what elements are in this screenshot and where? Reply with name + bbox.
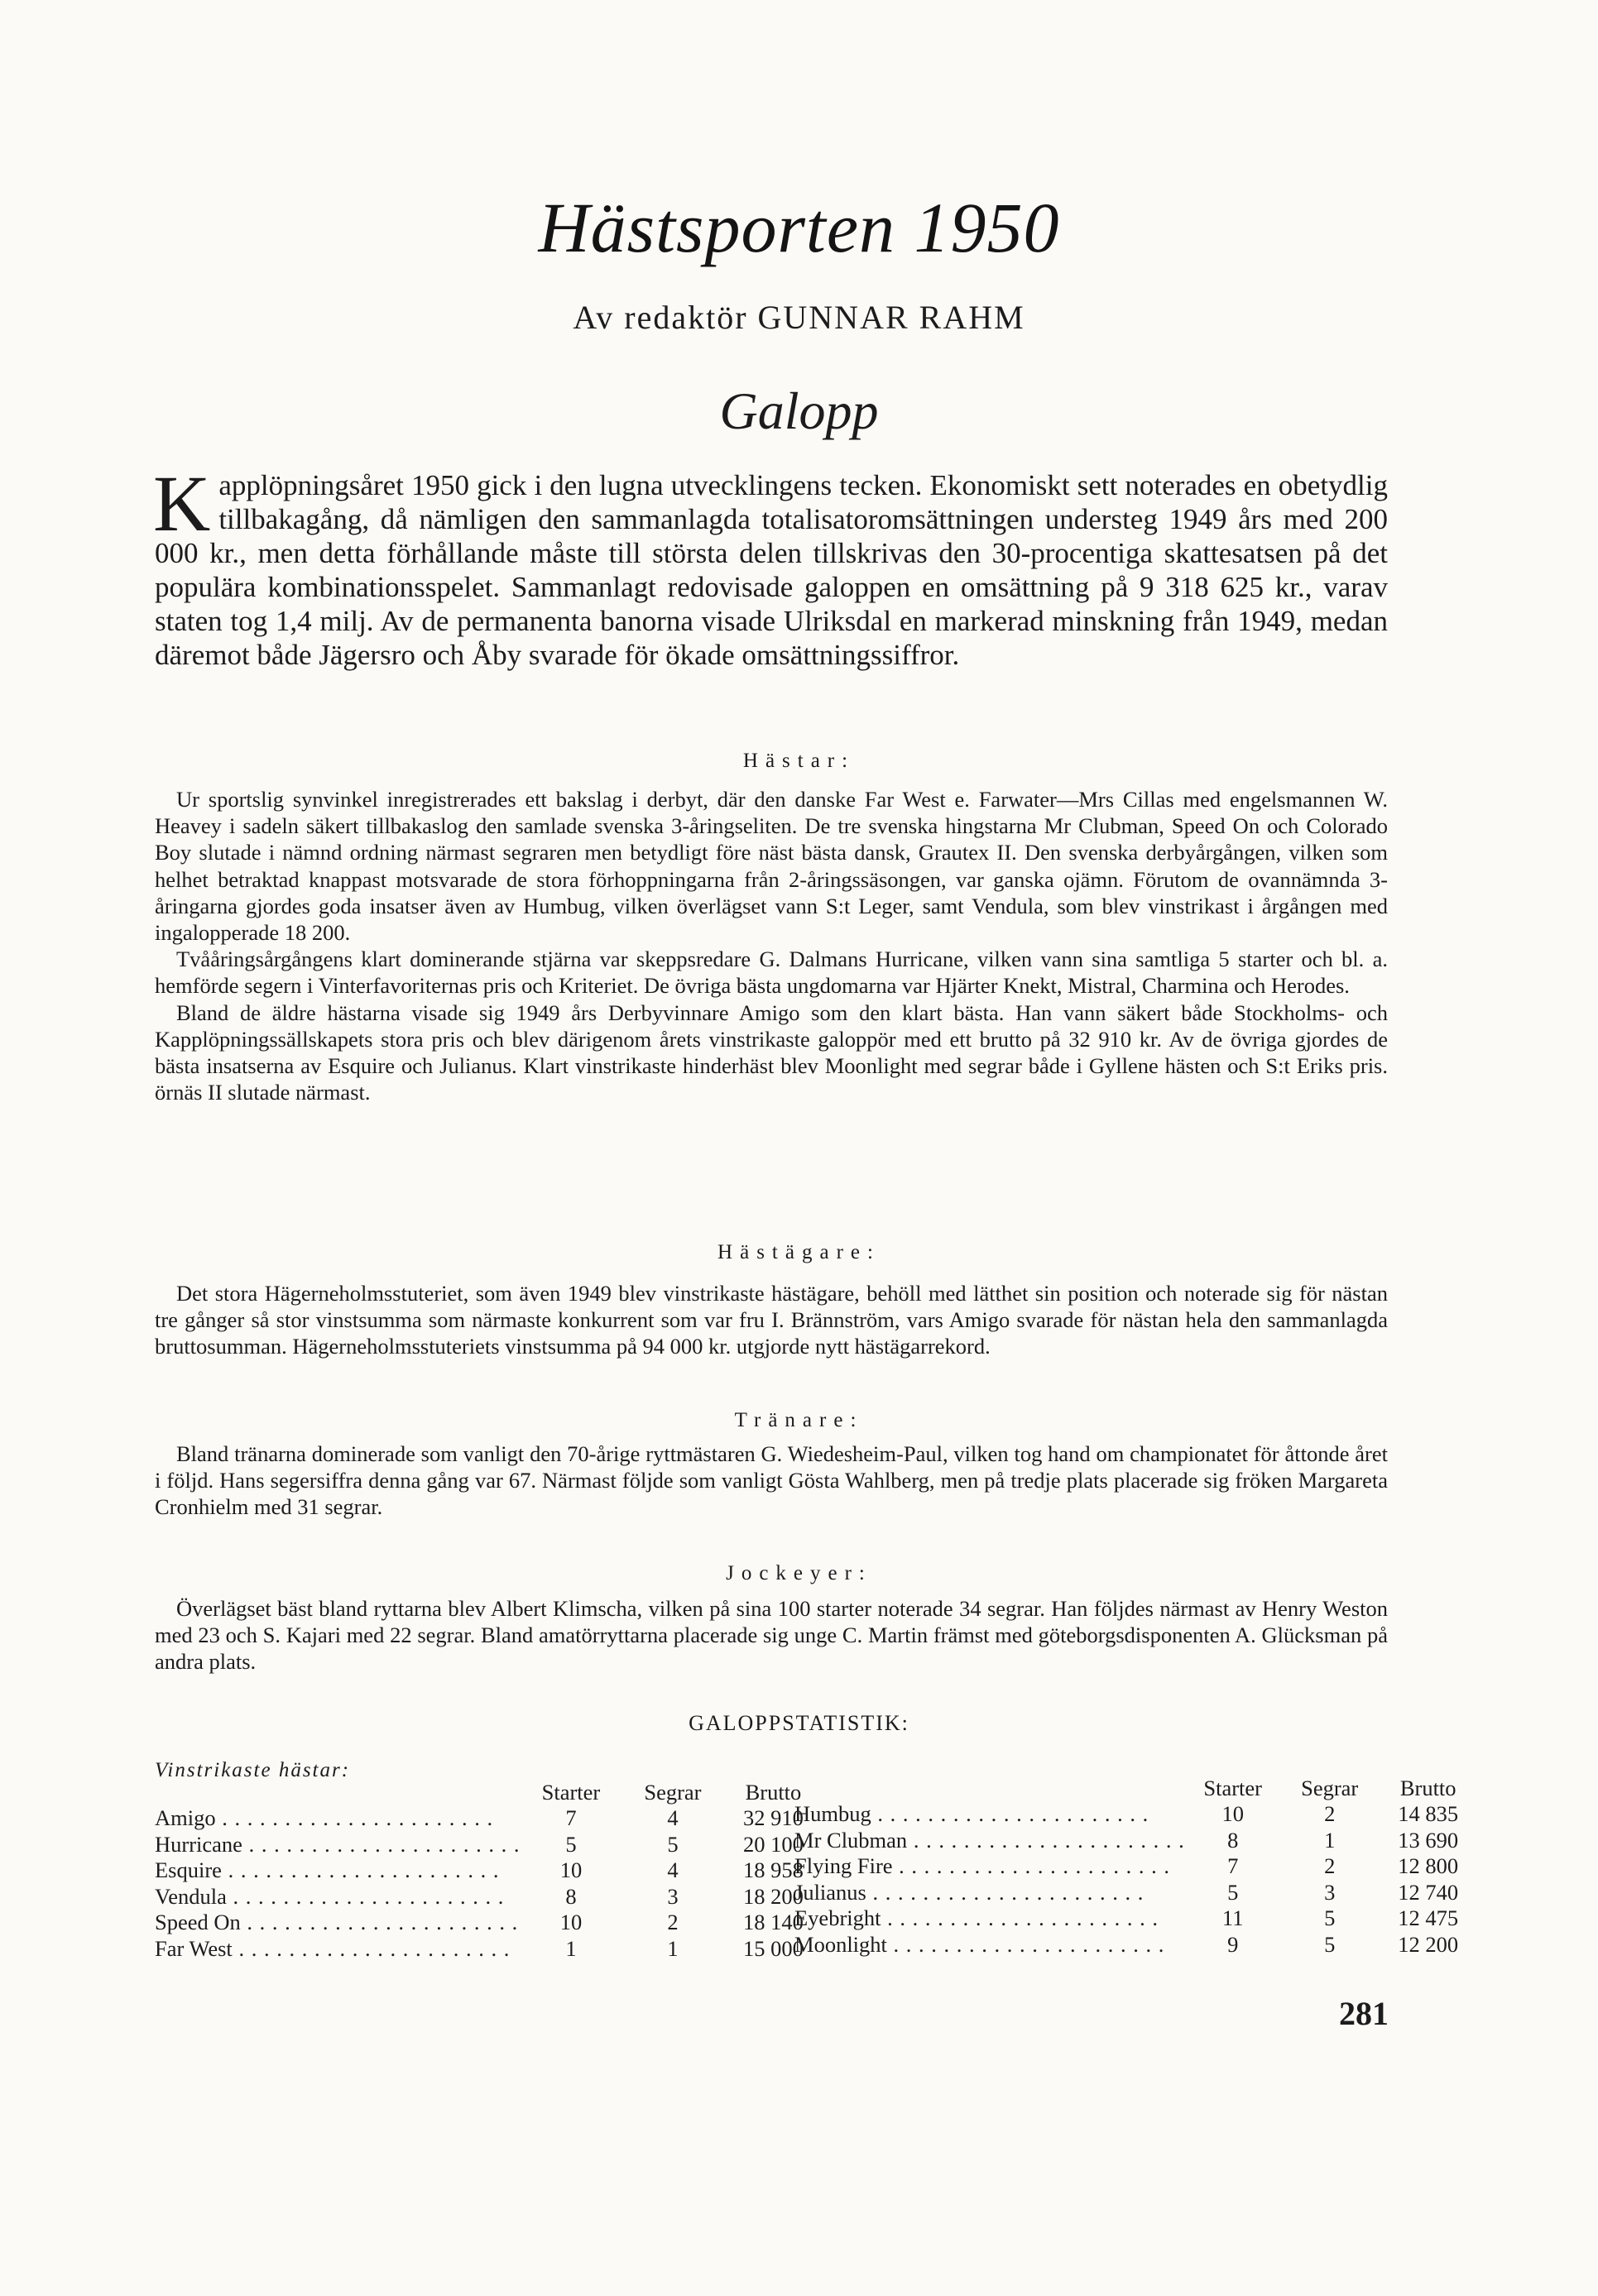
heading-hastagare: Hästägare: (717, 1241, 881, 1263)
paragraph: Det stora Hägerneholmsstuteriet, som även 1949 blev vinstrikaste hästägare, behöll med lätthet sin position och noterade sig för nästan tre gånger så stor vinstsumma som närmaste konkurrent som var fru I. Brännström, vars Amigo svarade för nästan hela den sammanlagda bruttosumman. Hägerneholmsstuteriets vinstsumma på 94 000 kr. utgjorde nytt hästägarrekord. (155, 1281, 1388, 1359)
table-row (155, 1832, 823, 1858)
page-title: Hästsporten 1950 (538, 188, 1060, 267)
segrar-cell: 4 (667, 1857, 679, 1883)
horse-name: Esquire . . . (155, 1857, 520, 1884)
horse-name: Vendula . . . (155, 1884, 520, 1910)
paragraph: Bland tränarna dominerade som vanligt den 70-årige ryttmästaren G. Wiedesheim-Paul, vilken tog hand om championatet för åttonde året i följd. Hans segersiffra denna gång var 67. Närmast följde som vanligt Gösta Wahlberg, men på tredje plats placerade sig fröken Margareta Cronhielm med 31 segrar. (155, 1441, 1388, 1520)
heading-hastar: Hästar: (742, 750, 856, 772)
brutto-cell: 18 958 (743, 1857, 804, 1883)
segrar-cell: 4 (667, 1805, 679, 1831)
column-header-brutto: Brutto (745, 1779, 802, 1805)
table-row (794, 1853, 1478, 1880)
starter-cell: 10 (559, 1910, 583, 1935)
table-row (794, 1932, 1478, 1958)
segrar-cell: 1 (1324, 1827, 1336, 1853)
segrar-cell: 2 (1324, 1853, 1336, 1879)
brutto-cell: 12 740 (1398, 1879, 1459, 1905)
statistics-title: GALOPPSTATISTIK: (689, 1711, 909, 1735)
starter-cell: 8 (1227, 1827, 1239, 1853)
statistics-subtitle: Vinstrikaste hästar: (155, 1759, 351, 1781)
table-row (794, 1801, 1478, 1828)
drop-cap: K (153, 459, 211, 548)
horse-name: Moonlight . . . (794, 1932, 1185, 1958)
brutto-cell: 15 000 (743, 1935, 804, 1961)
table-row (155, 1936, 823, 1963)
table-row (155, 1884, 823, 1910)
horse-name: Mr Clubman . . . (794, 1828, 1185, 1854)
horse-name: Julianus . . . (794, 1880, 1185, 1906)
heading-tranare: Tränare: (734, 1409, 864, 1431)
heading-jockeyer: Jockeyer: (726, 1562, 872, 1584)
brutto-cell: 12 475 (1398, 1905, 1459, 1931)
section-title: Galopp (719, 381, 879, 440)
horse-name: Humbug . . . (794, 1801, 1185, 1828)
paragraph: Överlägset bäst bland ryttarna blev Albert Klimscha, vilken på sina 100 starter noterade 34 segrar. Han följdes närmast av Henry Weston med 23 och S. Kajari med 22 segrar. Bland amatörryttarna placerade sig unge C. Martin främst med göteborgsdisponenten A. Glücksman på andra plats. (155, 1596, 1388, 1675)
segrar-cell: 1 (667, 1935, 679, 1961)
table-row (794, 1905, 1478, 1932)
brutto-cell: 20 100 (743, 1831, 804, 1857)
column-header-starter: Starter (541, 1779, 601, 1805)
byline: Av redaktör GUNNAR RAHM (573, 299, 1025, 336)
section-tranare (155, 1440, 1388, 1521)
brutto-cell: 32 910 (743, 1805, 804, 1831)
brutto-cell: 12 800 (1398, 1853, 1459, 1879)
table-row (794, 1880, 1478, 1906)
section-hastar (155, 786, 1388, 1105)
table-row (794, 1828, 1478, 1854)
brutto-cell: 13 690 (1398, 1827, 1459, 1853)
section-hastagare (155, 1280, 1388, 1360)
brutto-cell: 14 835 (1398, 1801, 1459, 1827)
column-header-name (794, 1775, 1185, 1801)
paragraph: Ur sportslig synvinkel inregistrerades ett bakslag i derbyt, där den danske Far West e. Farwater—Mrs Cillas med engelsmannen W. Heavey i sadeln säkert tillbakaslog den samlade svenska 3-åringseliten. De tre svenska hingstarna Mr Clubman, Speed On och Colorado Boy slutade i nämnd ordning närmast segraren men betydligt före näst bästa dansk, Grautex II. Den svenska derbyårgången, vilken som helhet betraktad knappast motsvarade de stora förhoppningarna från 2-åringssäsongen, var ganska ojämn. Förutom de ovannämnda 3-åringarna gjordes goda insatser även av Humbug, vilken överlägset vann S:t Leger, samt Vendula, som blev vinstrikast i årgången med ingalopperade 18 200. (155, 787, 1388, 946)
starter-cell: 8 (565, 1883, 577, 1909)
column-header-name (155, 1779, 520, 1805)
stats-table-left (155, 1779, 823, 1962)
horse-name: Amigo . . . (155, 1805, 520, 1832)
intro-paragraph (153, 459, 1388, 672)
starter-cell: 7 (1227, 1853, 1239, 1879)
table-row (155, 1857, 823, 1884)
segrar-cell: 5 (667, 1831, 679, 1857)
column-header-segrar: Segrar (644, 1779, 702, 1805)
horse-name: Speed On . . . (155, 1910, 520, 1936)
segrar-cell: 2 (1324, 1801, 1336, 1827)
starter-cell: 10 (1221, 1801, 1244, 1827)
horse-name: Eyebright . . . (794, 1905, 1185, 1932)
brutto-cell: 18 200 (743, 1883, 804, 1909)
segrar-cell: 5 (1324, 1905, 1336, 1931)
table-row (155, 1805, 823, 1832)
column-header-starter: Starter (1203, 1775, 1262, 1800)
brutto-cell: 18 140 (743, 1910, 804, 1935)
column-header-segrar: Segrar (1301, 1775, 1359, 1800)
starter-cell: 7 (565, 1805, 577, 1831)
horse-name: Flying Fire . . . (794, 1853, 1185, 1880)
stats-table-right (794, 1775, 1478, 1958)
starter-cell: 1 (565, 1935, 577, 1961)
paragraph: Bland de äldre hästarna visade sig 1949 års Derbyvinnare Amigo som den klart bästa. Han vann säkert både Stockholms- och Kapplöpningssällskapets stora pris och blev därigenom årets vinstrikaste galoppör med ett brutto på 32 910 kr. Av de övriga gjordes de bästa insatserna av Esquire och Julianus. Klart vinstrikaste hinderhäst blev Moonlight med segrar både i Gyllene hästen och S:t Eriks pris. örnäs II slutade närmast. (155, 999, 1388, 1105)
horse-name: Hurricane . . . (155, 1832, 520, 1858)
starter-cell: 5 (565, 1831, 577, 1857)
starter-cell: 10 (559, 1857, 583, 1883)
page-number: 281 (1339, 1995, 1389, 2032)
starter-cell: 11 (1221, 1905, 1244, 1931)
segrar-cell: 2 (667, 1910, 679, 1935)
column-header-brutto: Brutto (1399, 1775, 1456, 1800)
paragraph: Tvååringsårgångens klart dominerande stjärna var skeppsredare G. Dalmans Hurricane, vilken vann sina samtliga 5 starter och bl. a. hemförde segern i Vinterfavoriternas pris och Kriteriet. De övriga bästa ungdomarna var Hjärter Knekt, Mistral, Charmina och Herodes. (155, 947, 1388, 999)
brutto-cell: 12 200 (1398, 1931, 1459, 1957)
horse-name: Far West . . . (155, 1936, 520, 1963)
starter-cell: 9 (1227, 1931, 1239, 1957)
starter-cell: 5 (1227, 1879, 1239, 1905)
section-jockeyer (155, 1595, 1388, 1675)
segrar-cell: 3 (667, 1883, 679, 1909)
segrar-cell: 5 (1324, 1931, 1336, 1957)
intro-text: applöpningsåret 1950 gick i den lugna utvecklingens tecken. Ekonomiskt sett noterades en obetydlig tillbakagång, då nämligen den sammanlagda totalisatoromsättningen understeg 1949 års med 200 000 kr., men detta förhållande måste till största delen tillskrivas den 30-procentiga skattesatsen på det populära kombinationsspelet. Sammanlagt redovisade galoppen en omsättning på 9 318 625 kr., varav staten tog 1,4 milj. Av de permanenta banorna visade Ulriksdal en markerad minskning från 1949, medan däremot både Jägersro och Åby svarade för ökade omsättningssiffror. (155, 469, 1388, 671)
segrar-cell: 3 (1324, 1879, 1336, 1905)
table-row (155, 1910, 823, 1936)
